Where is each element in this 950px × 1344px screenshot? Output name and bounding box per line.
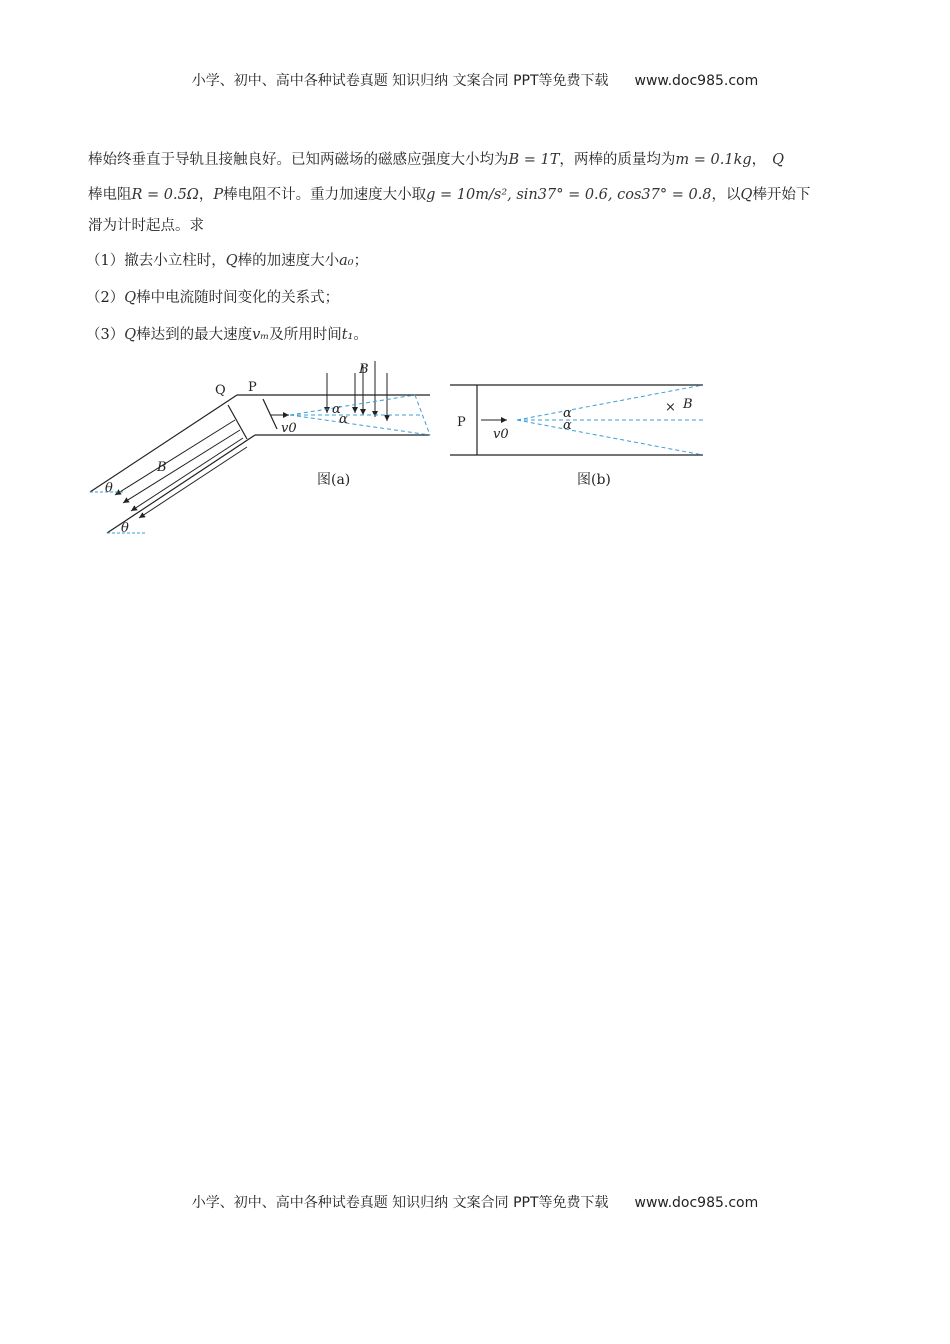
field-into-page-symbol: ×: [665, 400, 676, 415]
footer-text: 小学、初中、高中各种试卷真题 知识归纳 文案合同 PPT等免费下载: [191, 1195, 609, 1211]
figure-b-caption: 图(b): [577, 472, 611, 488]
math-q: Q: [740, 187, 753, 203]
label-theta: θ: [121, 521, 129, 536]
figure-a: [85, 355, 445, 540]
text-segment: 。: [353, 327, 368, 343]
q-rod: [228, 405, 247, 439]
text-segment: 棒电阻不计。重力加速度大小取: [223, 187, 427, 203]
question-1: [86, 249, 368, 270]
math-b-value: B = 1T: [508, 152, 560, 168]
p-rod: [263, 399, 277, 429]
page-header: [0, 70, 950, 90]
label-theta: θ: [105, 481, 113, 496]
incline-rail-lower: [107, 435, 255, 533]
field-arrow-slope: [115, 420, 235, 495]
label-q: Q: [215, 383, 226, 398]
math-t1: t₁: [341, 327, 354, 343]
math-q: Q: [124, 290, 137, 306]
problem-line-3: 滑为计时起点。求: [88, 218, 204, 234]
text-segment: ，两棒的质量均为: [559, 152, 676, 168]
text-segment: ，以: [711, 187, 741, 203]
math-mass-value: m = 0.1kg: [675, 152, 752, 168]
text-segment: 棒始终垂直于导轨且接触良好。已知两磁场的磁感应强度大小均为: [88, 152, 509, 168]
text-segment: ，: [751, 152, 767, 168]
label-alpha: α: [563, 406, 572, 421]
math-vm: vₘ: [252, 327, 270, 343]
header-text: 小学、初中、高中各种试卷真题 知识归纳 文案合同 PPT等免费下载: [191, 73, 609, 89]
text-segment: 棒中电流随时间变化的关系式；: [136, 290, 340, 306]
field-arrow-slope: [123, 430, 240, 503]
text-segment: （2）: [86, 290, 125, 306]
label-alpha: α: [332, 402, 341, 417]
text-segment: 棒达到的最大速度: [136, 327, 253, 343]
label-v0: v0: [493, 427, 509, 442]
math-p: P: [213, 187, 224, 203]
text-segment: ，: [198, 187, 214, 203]
text-segment: （3）: [86, 327, 125, 343]
field-boundary-dashed: [517, 420, 703, 455]
math-r-value: R = 0.5Ω: [131, 187, 199, 203]
text-segment: ；: [353, 253, 369, 269]
text-segment: 棒的加速度大小: [237, 253, 340, 269]
math-q: Q: [225, 253, 238, 269]
figure-a-caption: 图(a): [317, 472, 351, 488]
math-a0: a₀: [339, 253, 354, 269]
text-segment: （1）撤去小立柱时，: [86, 253, 226, 269]
math-q: Q: [124, 327, 137, 343]
page-footer: [0, 1192, 950, 1212]
label-b-slope: B: [157, 460, 167, 475]
math-constants: g = 10m/s², sin37° = 0.6, cos37° = 0.8: [426, 187, 712, 203]
text-segment: 棒电阻: [88, 187, 132, 203]
label-p: P: [457, 415, 466, 430]
label-b-vertical: B: [359, 362, 369, 377]
text-segment: 棒开始下: [752, 187, 811, 203]
label-b: B: [683, 397, 693, 412]
math-q: Q: [772, 152, 785, 168]
footer-site-link[interactable]: www.doc985.com: [634, 1195, 759, 1211]
label-p: P: [248, 380, 257, 395]
label-v0: v0: [281, 421, 297, 436]
header-site-link[interactable]: www.doc985.com: [634, 73, 759, 89]
label-alpha: α: [339, 412, 348, 427]
label-alpha: α: [563, 418, 572, 433]
question-2: [86, 286, 339, 307]
field-boundary-dashed: [290, 415, 430, 435]
problem-line-2: [88, 183, 810, 204]
text-segment: 及所用时间: [269, 327, 342, 343]
problem-line-1: [88, 148, 784, 169]
figure-b: [445, 370, 710, 495]
question-3: [86, 323, 368, 344]
field-boundary-dashed: [290, 395, 415, 415]
